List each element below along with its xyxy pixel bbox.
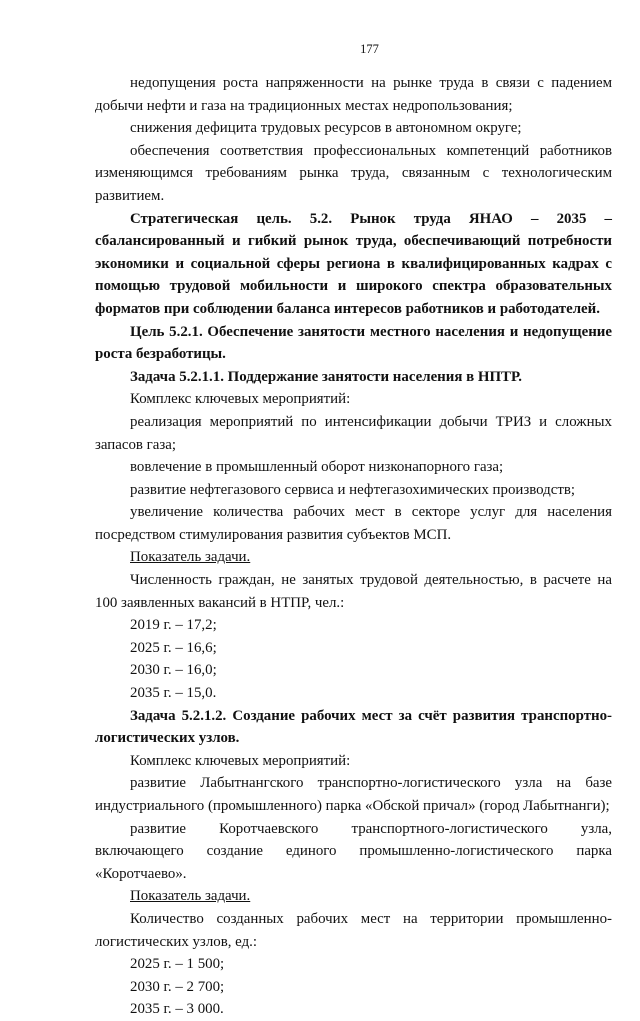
paragraph: недопущения роста напряженности на рынке труда в связи с падением добычи нефти и газа на традиционных местах недропользования; — [95, 75, 612, 114]
paragraph: вовлечение в промышленный оборот низконапорного газа; — [130, 459, 504, 476]
paragraph: развитие Коротчаевского транспортного-логистического узла, включающего создание единого промышленно-логистического парка «Коротчаево». — [95, 820, 612, 882]
paragraph: увеличение количества рабочих мест в секторе услуг для населения посредством стимулирования развития субъектов МСП. — [95, 504, 612, 543]
indicator-label-text: Показатель задачи. — [130, 888, 251, 905]
list-item: 2030 г. – 16,0; — [130, 662, 217, 679]
paragraph: Комплекс ключевых мероприятий: — [130, 752, 351, 769]
paragraph: снижения дефицита трудовых ресурсов в автономном округе; — [130, 120, 522, 137]
paragraph: Количество созданных рабочих мест на территории промышленно-логистических узлов, ед.: — [95, 910, 612, 950]
indicator-values-list — [95, 953, 612, 1021]
paragraph: Комплекс ключевых мероприятий: — [130, 391, 351, 408]
list-item: 2035 г. – 15,0. — [130, 685, 217, 702]
indicator-label-text: Показатель задачи. — [130, 549, 251, 566]
task-heading: Задача 5.2.1.2. Создание рабочих мест за счёт развития транспортно-логистических узлов. — [95, 707, 612, 747]
goal-heading: Цель 5.2.1. Обеспечение занятости местного населения и недопущение роста безработицы. — [95, 323, 612, 363]
list-item: 2030 г. – 2 700; — [130, 978, 225, 995]
paragraph: развитие Лабытнангского транспортно-логистического узла на базе индустриального (промышленного) парка «Обской причал» (город Лабытнанги); — [95, 775, 612, 814]
paragraph: обеспечения соответствия профессиональных компетенций работников изменяющимся требованиям рынка труда, связанным с технологическим развитием. — [95, 142, 612, 204]
paragraph: Численность граждан, не занятых трудовой деятельностью, в расчете на 100 заявленных вакансий в НТПР, чел.: — [95, 572, 612, 611]
list-item: 2035 г. – 3 000. — [130, 1001, 224, 1018]
indicator-values-list — [95, 614, 612, 704]
list-item: 2025 г. – 1 500; — [130, 956, 225, 973]
page-number: 177 — [360, 42, 379, 56]
page-body — [95, 72, 612, 1021]
paragraph: развитие нефтегазового сервиса и нефтегазохимических производств; — [130, 481, 576, 498]
paragraph: реализация мероприятий по интенсификации добычи ТРИЗ и сложных запасов газа; — [95, 413, 612, 453]
strategic-goal-heading: Стратегическая цель. 5.2. Рынок труда ЯНАО – 2035 – сбалансированный и гибкий рынок труда, обеспечивающий потребности экономики и социальной сферы региона в квалифицированных кадрах с помощью трудовой мобильности и широкого спектра образовательных форматов при соблюдении баланса интересов работников и работодателей. — [95, 210, 612, 317]
task-heading: Задача 5.2.1.1. Поддержание занятости населения в НПТР. — [130, 368, 522, 385]
list-item: 2025 г. – 16,6; — [130, 639, 217, 656]
list-item: 2019 г. – 17,2; — [130, 617, 217, 634]
indicator-label — [95, 546, 612, 569]
